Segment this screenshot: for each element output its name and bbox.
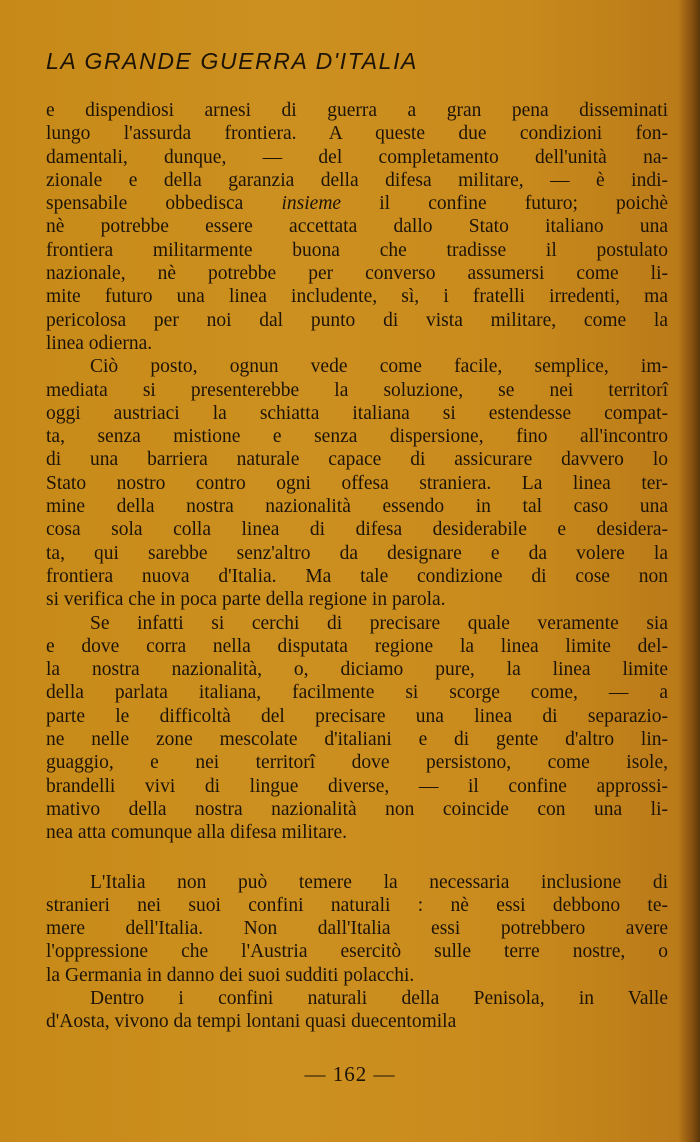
text-line: ta, qui sarebbe senz'altro da designare e da volere la: [46, 542, 668, 564]
text-line: linea odierna.: [46, 332, 153, 354]
text-line: damentali, dunque, — del completamento dell'unità na-: [46, 146, 668, 168]
text-line: mediata si presenterebbe la soluzione, se nei territorî: [46, 379, 668, 401]
body-text: [46, 99, 668, 1034]
page-number: — 162 —: [304, 1062, 396, 1086]
text-line: d'Aosta, vivono da tempi lontani quasi duecentomila: [46, 1011, 457, 1033]
text-line: guaggio, e nei territorî dove persistono, come isole,: [46, 752, 668, 774]
text-line: nea atta comunque alla difesa militare.: [46, 822, 348, 844]
paragraph: [46, 987, 668, 1034]
text-line: la nostra nazionalità, o, diciamo pure, la linea limite: [46, 659, 668, 681]
text-line: lungo l'assurda frontiera. A queste due condizioni fon-: [46, 123, 668, 145]
text-line: stranieri nei suoi confini naturali : nè essi debbono te-: [46, 894, 668, 916]
text-line: della parlata italiana, facilmente si scorge come, — a: [46, 682, 668, 704]
text-line: frontiera militarmente buona che tradisse il postulato: [46, 239, 668, 261]
text-line: nazionale, nè potrebbe per converso assumersi come li-: [46, 263, 668, 285]
section-gap: [46, 845, 668, 871]
page-edge-shadow: [678, 0, 700, 1142]
text-line: cosa sola colla linea di difesa desiderabile e desidera-: [46, 519, 668, 541]
text-line: mine della nostra nazionalità essendo in tal caso una: [46, 496, 668, 518]
text-line: l'oppressione che l'Austria esercitò sulle terre nostre, o: [46, 941, 668, 963]
text-line: mite futuro una linea includente, sì, i fratelli irredenti, ma: [46, 286, 668, 308]
text-line: la Germania in danno dei suoi sudditi polacchi.: [46, 964, 415, 986]
text-line: L'Italia non può temere la necessaria inclusione di: [90, 871, 668, 893]
text-line: si verifica che in poca parte della regione in parola.: [46, 589, 446, 611]
paragraph: [46, 612, 668, 845]
text-line: e dove corra nella disputata regione la linea limite del-: [46, 635, 668, 657]
text-line: mativo della nostra nazionalità non coincide con una li-: [46, 798, 668, 820]
text-line: parte le difficoltà del precisare una linea di separazio-: [46, 705, 668, 727]
text-line: mere dell'Italia. Non dall'Italia essi potrebbero avere: [46, 918, 668, 940]
text-line: Se infatti si cerchi di precisare quale veramente sia: [90, 612, 668, 634]
text-line: Stato nostro contro ogni offesa straniera. La linea ter-: [46, 472, 668, 494]
text-line: oggi austriaci la schiatta italiana si estendesse compat-: [46, 402, 668, 424]
text-line: zionale e della garanzia della difesa militare, — è indi-: [46, 169, 668, 191]
running-head: LA GRANDE GUERRA D'ITALIA: [46, 48, 418, 74]
paragraph: [46, 871, 668, 987]
text-line: Dentro i confini naturali della Penisola, in Valle: [90, 987, 668, 1009]
text-line: di una barriera naturale capace di assicurare davvero lo: [46, 449, 668, 471]
text-line: nè potrebbe essere accettata dallo Stato italiano una: [46, 216, 668, 238]
paragraph: [46, 99, 668, 355]
text-line: frontiera nuova d'Italia. Ma tale condizione di cose non: [46, 565, 668, 587]
paragraph: [46, 355, 668, 611]
text-line: Ciò posto, ognun vede come facile, semplice, im-: [90, 356, 668, 378]
text-line: pericolosa per noi dal punto di vista militare, come la: [46, 309, 668, 331]
text-line: spensabile obbedisca insieme il confine futuro; poichè: [46, 193, 669, 215]
text-line: e dispendiosi arnesi di guerra a gran pena disseminati: [46, 100, 668, 121]
text-line: ne nelle zone mescolate d'italiani e di gente d'altro lin-: [46, 729, 668, 751]
text-line: ta, senza mistione e senza dispersione, fino all'incontro: [46, 426, 668, 448]
text-line: brandelli vivi di lingue diverse, — il confine approssi-: [46, 775, 668, 797]
